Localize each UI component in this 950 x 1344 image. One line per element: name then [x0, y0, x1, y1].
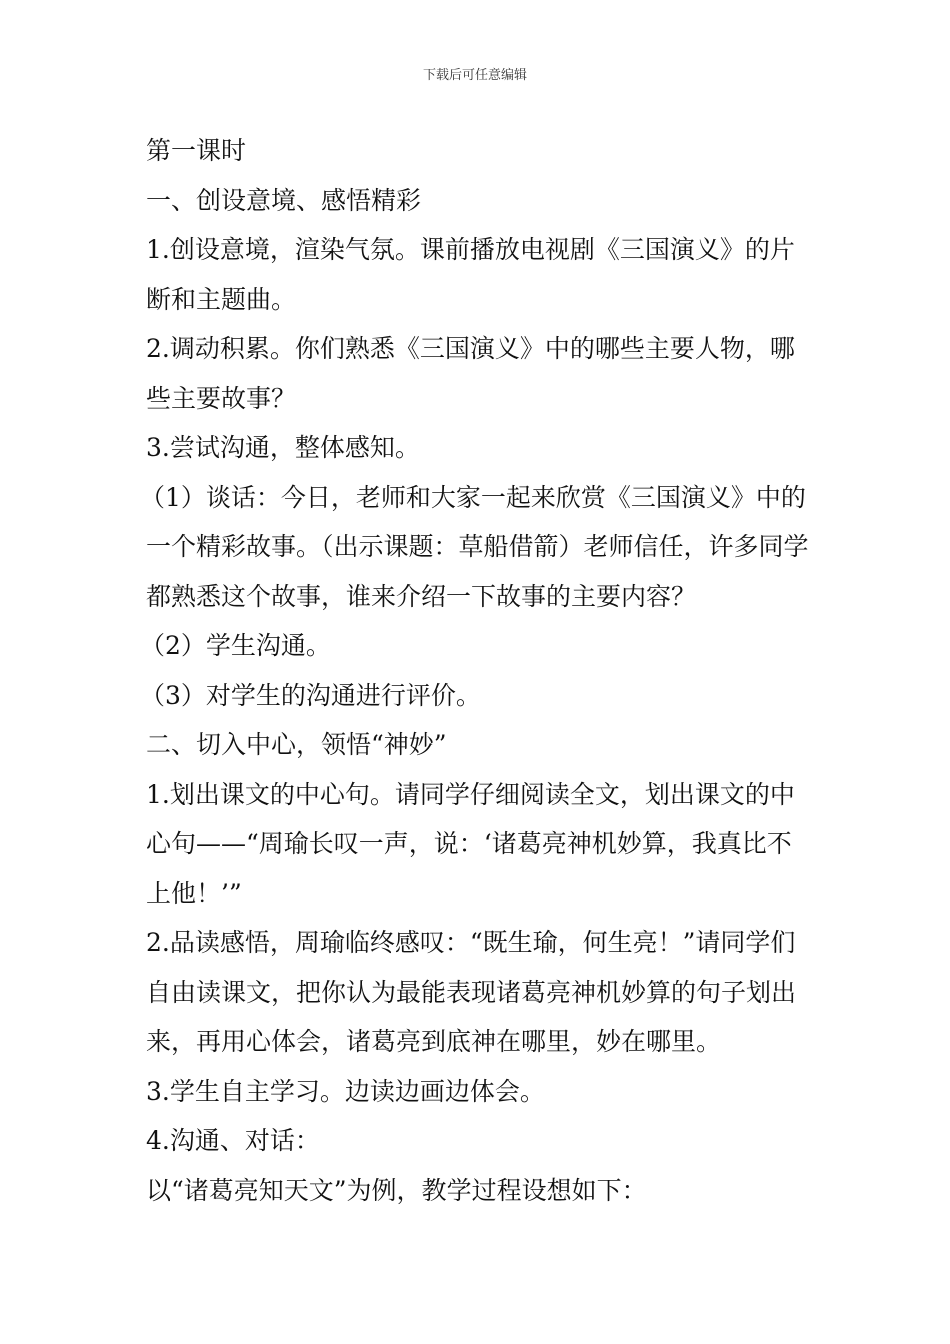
paragraph-6: 3.学生自主学习。边读边画边体会。 [146, 1076, 545, 1106]
paragraph-5: 2.品读感悟，周瑜临终感叹：“既生瑜，何生亮！”请同学们自由读课文，把你认为最能表现诸葛亮神机妙算的句子划出来，再用心体会，诸葛亮到底神在哪里，妙在哪里。 [146, 928, 797, 1056]
lesson-title: 第一课时 [146, 136, 247, 165]
paragraph-8: 以“诸葛亮知天文”为例，教学过程设想如下： [146, 1175, 647, 1205]
paragraph-4: 1.划出课文的中心句。请同学仔细阅读全文，划出课文的中心句——“周瑜长叹一声，说：‘诸葛亮神机妙算，我真比不上他！’” [146, 779, 795, 908]
paragraph-3-2: （2）学生沟通。 [140, 631, 331, 660]
paragraph-3-1: （1）谈话：今日，老师和大家一起来欣赏《三国演义》中的一个精彩故事。（出示课题：草船借箭）老师信任，许多同学都熟悉这个故事，谁来介绍一下故事的主要内容？ [140, 482, 809, 611]
paragraph-3-3: （3）对学生的沟通进行评价。 [140, 680, 481, 710]
paragraph-1: 1.创设意境，渲染气氛。课前播放电视剧《三国演义》的片断和主题曲。 [146, 235, 795, 314]
section-heading-1: 一、创设意境、感悟精彩 [146, 185, 422, 215]
page-header-note: 下载后可任意编辑 [422, 68, 527, 83]
paragraph-7: 4.沟通、对话： [146, 1126, 320, 1155]
section-heading-2: 二、切入中心，领悟“神妙” [146, 730, 447, 759]
document-body [140, 126, 816, 1215]
paragraph-2: 2.调动积累。你们熟悉《三国演义》中的哪些主要人物，哪些主要故事？ [146, 334, 795, 413]
paragraph-3: 3.尝试沟通，整体感知。 [146, 433, 420, 462]
